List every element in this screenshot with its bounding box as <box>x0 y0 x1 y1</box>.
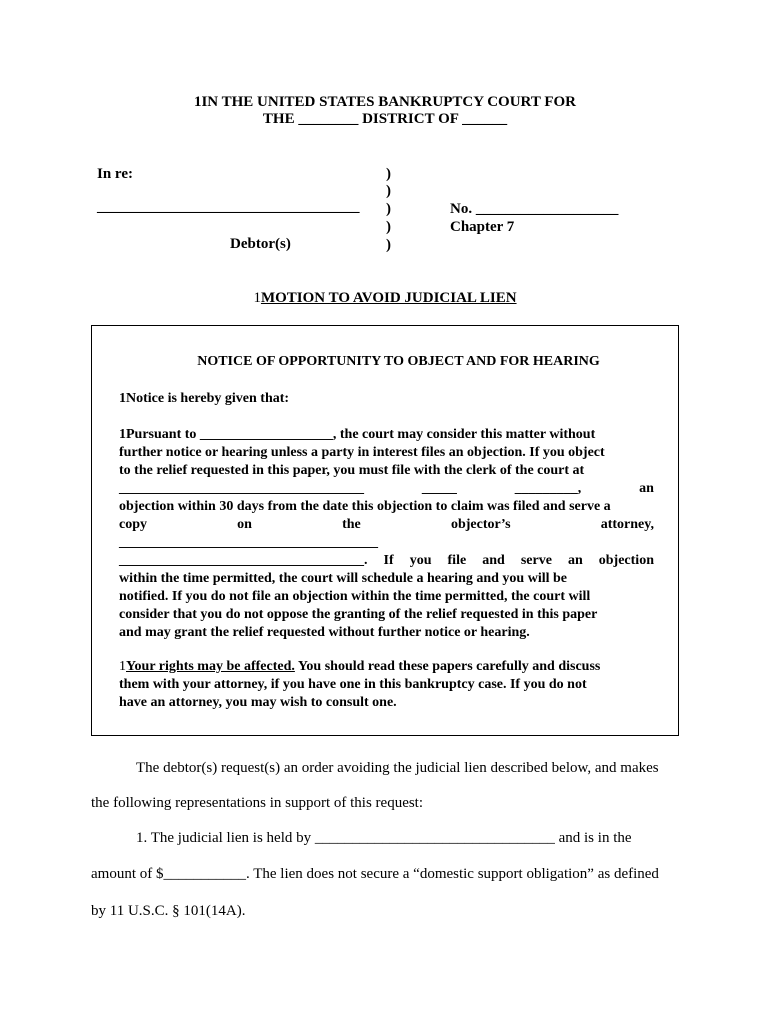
notice-word: serve <box>520 553 552 568</box>
notice-word: on <box>237 517 252 532</box>
rights-title: Your rights may be affected. <box>126 659 295 674</box>
caption-paren: ) <box>386 166 391 182</box>
caption-paren: ) <box>386 183 391 199</box>
motion-title-prefix: 1 <box>253 290 261 306</box>
notice-line-justified <box>119 480 654 498</box>
court-title: 1IN THE UNITED STATES BANKRUPTCY COURT FOR <box>193 94 577 110</box>
chapter-label: Chapter 7 <box>450 219 515 235</box>
rights-prefix: 1 <box>119 659 126 674</box>
notice-word: the <box>342 517 361 532</box>
case-number-field: No. ___________________ <box>450 201 619 217</box>
notice-line-justified <box>119 516 654 534</box>
notice-line: to the relief requested in this paper, you must file with the clerk of the court at <box>119 463 585 478</box>
notice-line: have an attorney, you may wish to consult one. <box>119 695 397 710</box>
body-para1-line1: The debtor(s) request(s) an order avoiding the judicial lien described below, and makes <box>136 760 659 776</box>
notice-word: objector’s <box>450 517 511 532</box>
body-item1-line3: by 11 U.S.C. § 101(14A). <box>91 903 246 919</box>
notice-line: objection within 30 days from the date this objection to claim was filed and serve a <box>119 499 611 514</box>
notice-line: notified. If you do not file an objection within the time permitted, the court will <box>119 589 591 604</box>
notice-word: you <box>409 553 432 568</box>
notice-line: consider that you do not oppose the granting of the relief requested in this paper <box>119 607 598 622</box>
caption-paren: ) <box>386 219 391 235</box>
notice-word: file <box>447 553 467 568</box>
notice-line-justified <box>119 552 654 570</box>
notice-line: within the time permitted, the court will schedule a hearing and you will be <box>119 571 567 586</box>
court-district-line: THE ________ DISTRICT OF ______ <box>262 111 508 127</box>
notice-line: _____________________________________ <box>119 535 378 550</box>
notice-word: attorney, <box>600 517 654 532</box>
notice-word: objection <box>598 553 654 568</box>
notice-word: If <box>383 553 394 568</box>
notice-word: an <box>567 553 583 568</box>
body-item1-line2: amount of $___________. The lien does not secure a “domestic support obligation” as defined <box>91 866 659 882</box>
notice-word: an <box>639 481 654 496</box>
notice-given: 1Notice is hereby given that: <box>119 391 290 406</box>
debtor-name-line: ___________________________________ <box>97 199 360 215</box>
notice-word: and <box>482 553 505 568</box>
notice-line <box>119 658 654 676</box>
notice-word: copy <box>119 517 147 532</box>
notice-heading: NOTICE OF OPPORTUNITY TO OBJECT AND FOR HEARING <box>197 354 600 369</box>
notice-line: further notice or hearing unless a party in interest files an objection. If you object <box>119 445 605 460</box>
caption-paren: ) <box>386 201 391 217</box>
notice-word: ___________________________________. <box>119 553 368 568</box>
body-item1-line1: 1. The judicial lien is held by ________________________________ and is in the <box>136 830 632 846</box>
rights-line-rest: You should read these papers carefully and discuss <box>294 659 601 674</box>
notice-rights-paragraph <box>119 658 654 712</box>
notice-word: ___________________________________ <box>119 481 364 496</box>
in-re-label: In re: <box>97 166 133 182</box>
notice-line: and may grant the relief requested without further notice or hearing. <box>119 625 530 640</box>
notice-line: them with your attorney, if you have one in this bankruptcy case. If you do not <box>119 677 587 692</box>
notice-line: 1Pursuant to ___________________, the court may consider this matter without <box>119 427 596 442</box>
notice-word: _________, <box>514 481 582 496</box>
caption-paren: ) <box>386 237 391 253</box>
notice-word: _____ <box>421 481 457 496</box>
notice-pursuant-paragraph <box>119 426 654 642</box>
motion-title <box>0 290 770 307</box>
motion-title-text: MOTION TO AVOID JUDICIAL LIEN <box>260 290 517 306</box>
debtor-label: Debtor(s) <box>230 236 291 252</box>
body-para1-line2: the following representations in support of this request: <box>91 795 424 811</box>
